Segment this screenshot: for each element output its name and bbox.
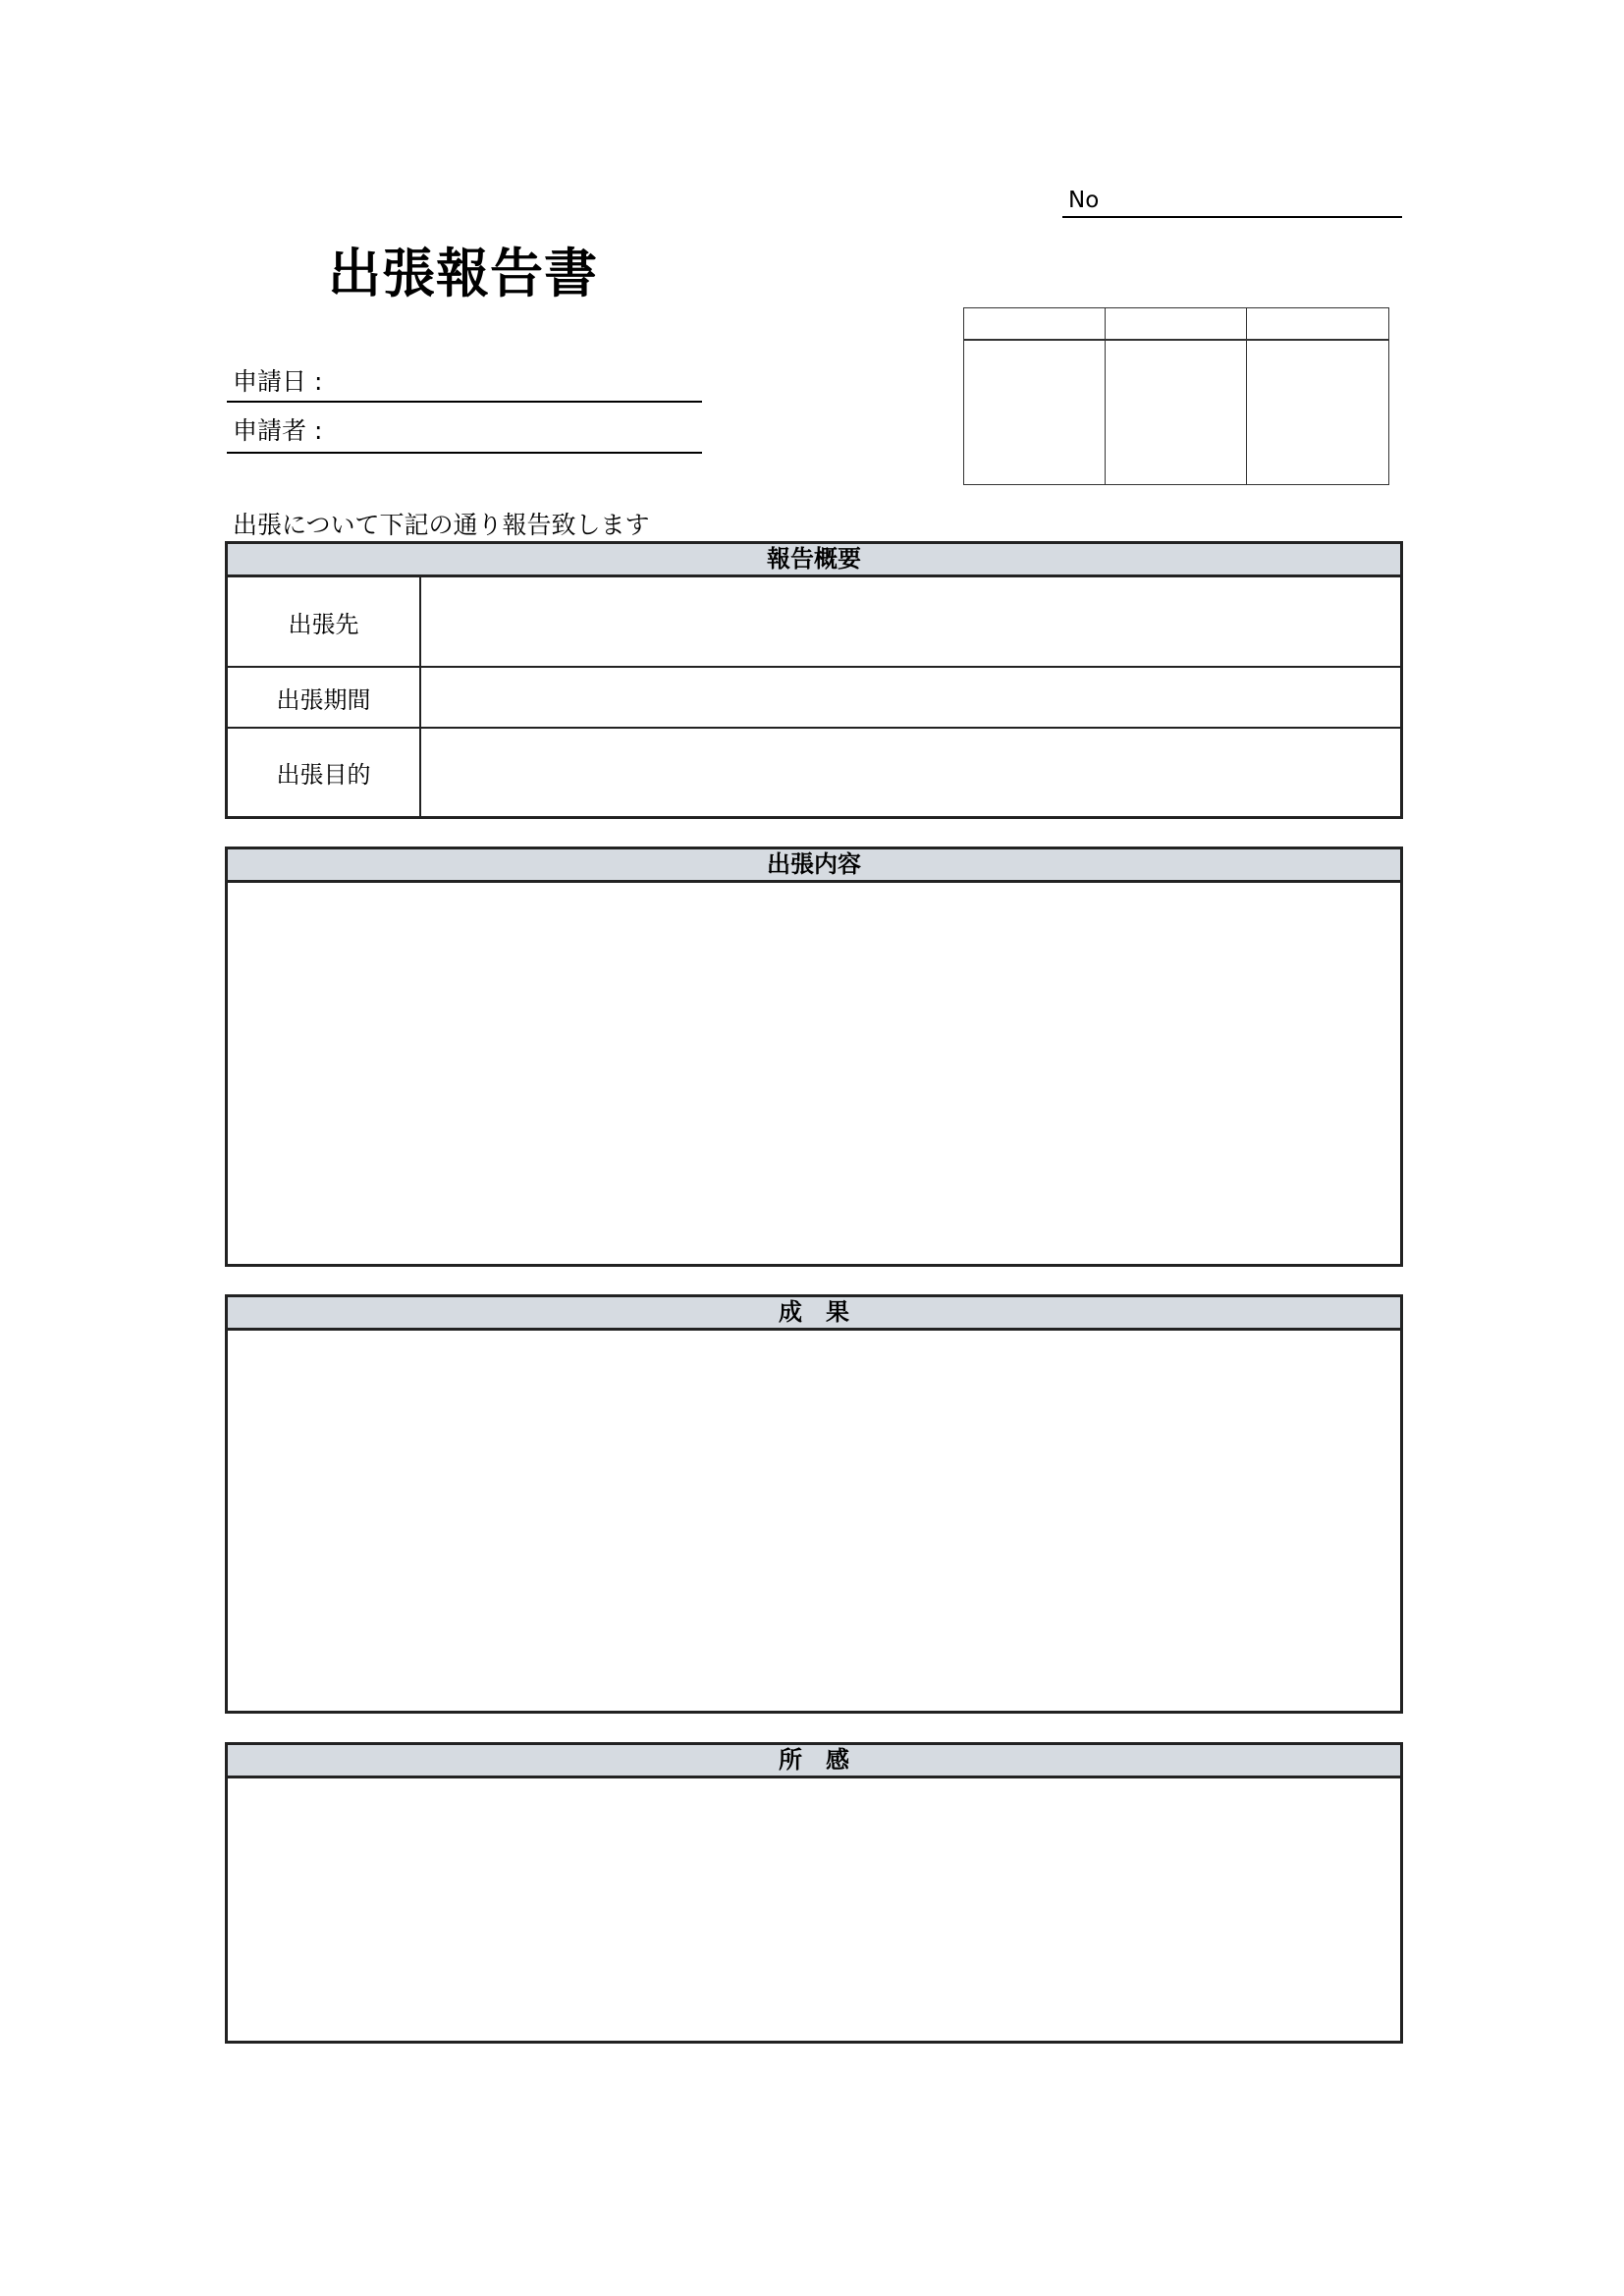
results-header: 成 果: [228, 1297, 1400, 1331]
destination-value[interactable]: [421, 577, 1400, 666]
applicant-field[interactable]: [227, 412, 702, 454]
results-area[interactable]: [228, 1331, 1400, 1711]
trip-content-area[interactable]: [228, 883, 1400, 1264]
document-number-field[interactable]: [1062, 187, 1402, 218]
stamp-header-cell[interactable]: [1106, 308, 1247, 341]
destination-label: 出張先: [228, 577, 421, 666]
stamp-header-cell[interactable]: [964, 308, 1106, 341]
stamp-cell[interactable]: [964, 341, 1106, 484]
stamp-cell[interactable]: [1106, 341, 1247, 484]
approval-stamp-grid: [963, 307, 1389, 485]
table-row: [228, 668, 1400, 729]
table-row: [228, 729, 1400, 816]
application-date-field[interactable]: [227, 363, 702, 403]
impressions-area[interactable]: [228, 1778, 1400, 2041]
trip-purpose-value[interactable]: [421, 729, 1400, 816]
applicant-label: 申請者 :: [233, 416, 323, 445]
results-section: [225, 1294, 1403, 1714]
trip-content-header: 出張内容: [228, 849, 1400, 883]
report-overview-table: [225, 541, 1403, 819]
trip-period-label: 出張期間: [228, 668, 421, 727]
impressions-header: 所 感: [228, 1745, 1400, 1778]
page-title: 出張報告書: [328, 242, 598, 304]
overview-header: 報告概要: [228, 544, 1400, 577]
table-row: [228, 577, 1400, 668]
trip-purpose-label: 出張目的: [228, 729, 421, 816]
intro-text: 出張について下記の通り報告致します: [233, 511, 650, 539]
trip-period-value[interactable]: [421, 668, 1400, 727]
stamp-header-cell[interactable]: [1247, 308, 1388, 341]
document-number-label: No: [1068, 188, 1100, 213]
trip-content-section: [225, 847, 1403, 1267]
stamp-cell[interactable]: [1247, 341, 1388, 484]
impressions-section: [225, 1742, 1403, 2044]
application-date-label: 申請日 :: [233, 367, 323, 396]
